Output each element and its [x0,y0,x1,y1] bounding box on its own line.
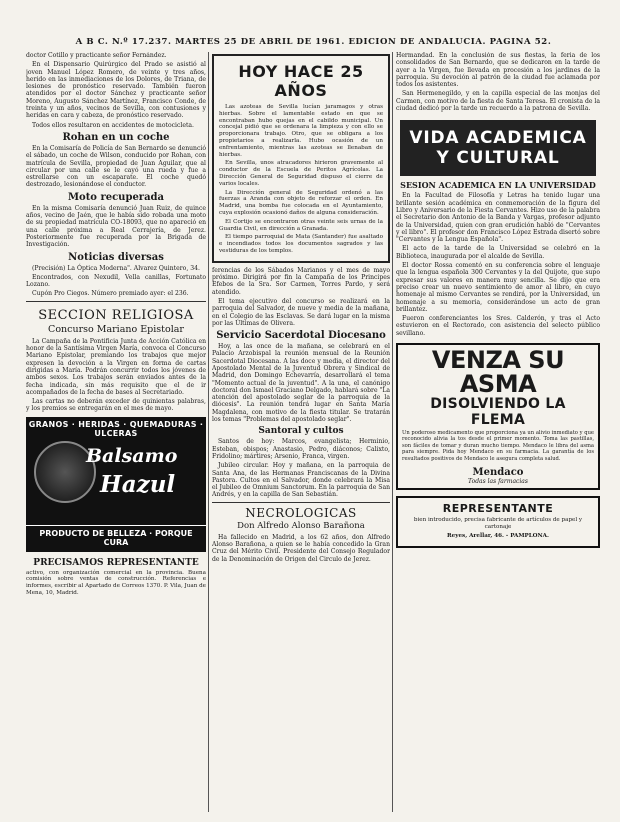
hoy-paragraph: El Cortijo se encontraron otras veinte seis urnas de la Guardia Civil, en dirección a Granada. [219,218,383,232]
hoy-hace-title: HOY HACE 25 AÑOS [238,62,364,100]
divider [212,502,390,503]
advert-top-line: GRANOS · HERIDAS · QUEMADURAS · ULCERAS [28,419,204,438]
advert-brand-1: Balsamo [86,444,178,467]
headline-sesion: SESION ACADEMICA EN LA UNIVERSIDAD [400,180,596,191]
column-rule-1 [208,52,209,812]
article-santoral-2: Jubileo circular. Hoy y mañana, en la parroquia de Santa Ana, de las Hermanas Franciscanas de la Divina Pastora. Cultos en el Salvador, donde celebrará la Misa el Jubileo de Omnium Sanctorum. En la parroquia de San Andrés, y en la capilla de San Sebastián. [212,462,390,499]
paragraph: Todos ellos resultaron en accidentes de motocicleta. [32,121,194,129]
noticia-item: Encontrados, con Nexudil, Vella canillas, Fortunato Lozano. [26,273,206,289]
banner-line-1: VIDA ACADEMICA [409,128,587,149]
representante-body: bien introducido, precisa fabricante de artículos de papel y cartonaje [413,517,583,531]
column-2 [212,52,390,565]
necrologica-name: Don Alfredo Alonso Barañona [237,520,365,531]
headline-rohan: Rohan en un coche [62,131,170,143]
advert-brand-2: Hazul [100,470,176,498]
paragraph: ferencias de los Sábados Marianos y el mes de mayo próximo. Dirigirá por fin la Campaña de los Principes Efebos de la Sra. Sor Carmen, Torres Pardo, y será atendido. [212,266,390,296]
article-necrologica: Ha fallecido en Madrid, a los 62 años, don Alfredo Alonso Barañona, a quien se le había concedido la Gran Cruz del Mérito Civil. Presidente del Consejo Regulador de la Denominación de Origen del Circulo de Jerez. [212,533,390,563]
hoy-paragraph: Las azoteas de Sevilla lucían jaramagos y otras hierbas. Sobre el lamentable estado en que se encontraban hubo quejas en el cabildo municipal. Un concejal pidió que se ordenara la limpieza y con ello se proporcionara trabajo. Otro, que se obligara a los propietarios a realizarla. Hubo ocasión de un enfrentamiento, mientras las azoteas se llenaban de hierbas. [219,104,383,158]
venza-headline: VENZA SU ASMA [431,346,565,399]
article-sesion: Fueron conferenciantes los Sres. Calderón, y tras el Acto estuvieron en el Rectorado, con asistencia del selecto público sevillano. [396,315,600,337]
advert-venza-asma [396,343,600,490]
headline-santoral: Santoral y cultos [258,426,344,437]
headline-moto: Moto recuperada [67,191,165,203]
column-3 [396,52,600,548]
classified-body: activo, con organización comercial en la provincia. Buena comisión sobre ventas de construcción. Referencias e informes, escribir al Apartado de Correos 1370. P. Vila, Juan de Mena, 10, Madrid. [26,569,206,597]
hoy-paragraph: El tiempo parroquial de Mata (Santander) fue asaltado e incendiados todos los documentos sagrados y las vestiduras de los templos. [219,234,383,254]
article-santoral: Santos de hoy: Marcos, evangelista; Herminio, Esteban, obispos; Anastasio, Pedro, diáconos; Calixto, Fridolino; mártires; Arsenio, Franca, virgen. [212,438,390,460]
section-title-religiosa: SECCION RELIGIOSA [38,307,194,323]
article-concurso-2: Las cartas no deberán exceder de quinientas palabras, y los premios se entregarán en el mes de mayo. [26,398,206,413]
column-rule-2 [392,52,393,812]
advert-representante [396,496,600,547]
headline-servicio: Servicio Sacerdotal Diocesano [216,330,386,342]
hoy-paragraph: La Dirección general de Seguridad ordenó a las fuerzas a Aranda con objeto de reforzar el orden. En Madrid, una bomba fue colocada en el Ayuntamiento, cuya explosión ocasionó daños de alguna consideración. [219,189,383,216]
section-title-necrologicas: NECROLOGICAS [245,505,357,520]
banner-line-2: Y CULTURAL [436,148,560,169]
advert-balsamo-hazul [26,417,206,552]
advert-bottom-line: PRODUCTO DE BELLEZA · PORQUE CURA [26,525,206,547]
article-concurso: La Campaña de la Pontificia Junta de Acción Católica en honor de la Santísima Virgen María, convoca el Concurso Mariano Epistolar, premiando los trabajos que mejor expresen la devoción a la Virgen en forma de cartas dirigidas a María. Podrán concurrir todos los jóvenes de ambos sexos. Los trabajos serán enviados antes de la fecha indicada, sin más requisito que el de ir acompañados de la fecha de bases al Secretariado. [26,337,206,396]
article-rohan: En la Comisaría de Policía de San Bernardo se denunció el sábado, un coche de Wilson, conducido por Rohan, con matrícula de Sevilla, propiedad de Juan Aguilar, que al circular por una calle se le cayó una rueda y fue a estrellarse con un escaparate. El coche quedó destrozado, lesionándose el conductor. [26,144,206,189]
venza-subheadline: DISOLVIENDO LA FLEMA [430,396,566,429]
hoy-hace-box [212,54,390,263]
article-servicio: Hoy, a las once de la mañana, se celebrará en el Palacio Arzobispal la reunión mensual de la Reunión Sacerdotal Diocesana. A las doce y media, el director del Apostolado Mental de la Juventud Obrera y Sindical de Madrid, don Domingo Echevarría, desarrollará el tema "Momento actual de la juventud". A la una, el canónigo doctoral don Ismael Graciano Delgado, hablará sobre "La atención del apostolado seglar de la parroquia de la diócesis". La reunión tendrá lugar en Santa María Magdalena, con motivo de la fiesta titular. Se tratarán los temas "Problemas del apostolado seglar". [212,343,390,424]
paragraph: Hermandad. En la conclusión de sus fiestas, la feria de los consolidados de San Bernardo, que se dedicaron en la tarde de ayer a la Virgen, fue llevada en procesión a los jardines de la parroquia. Su devoción al patrón de la ciudad fue aclamada por todos los asistentes. [396,52,600,89]
vida-academica-banner [400,120,596,176]
page-header: A B C. N.º 17.237. MARTES 25 DE ABRIL DE 1961. EDICION DE ANDALUCIA. PAGINA 52. [75,37,552,47]
headline-noticias: Noticias diversas [68,251,164,263]
article-sesion: El acto de la tarde de la Universidad se celebró en la Biblioteca, inaugurada por el alcalde de Sevilla. [396,245,600,260]
hoy-paragraph: En Sevilla, unos atracadores hirieron gravemente al conductor de la Escuela de Peritos Agrícolas. La Dirección General de Seguridad dispuso el cierre de varios locales. [219,160,383,187]
mendaco-brand: Mendaco [472,467,524,479]
noticia-item: (Precisión) La Óptica Moderna". Alvarez Quintero, 34. [32,264,200,272]
classified-title: PRECISAMOS REPRESENTANTE [33,557,199,568]
paragraph: doctor Cotillo y practicante señor Fernández. [26,52,167,59]
section-subtitle-concurso: Concurso Mariano Epistolar [48,323,184,335]
representante-title: REPRESENTANTE [442,502,554,516]
paragraph: En el Dispensario Quirúrgico del Prado se asistió al joven Manuel López Romero, de veinte y tres años, herido en las inmediaciones de los Dolores, de Triana, de lesiones de pronóstico reservado. También fueron atendidos por el doctor Sánchez y practicante señor Moreno, Augusto Sánchez Martínez, Francisco Conde, de treinta y un años, vecinos de Sevilla, con contusiones y heridas en cara y cabeza, de pronóstico reservado. [26,61,206,120]
divider [26,301,206,302]
noticia-item: Cupón Pro Ciegos. Número premiado ayer: el 236. [32,290,189,298]
column-1 [26,52,206,599]
article-sesion: El doctor Rossa comentó en su conferencia sobre el lenguaje que la lengua española 300 Cervantes y la del Quijote, que supo expresar sus valores en manera muy sencilla. Se dijo que era preciso crear un nuevo sentimiento de amor al libro, en cuyo homenaje al mismo Cervantes se rendirá, por la Universidad, un homenaje a su memoria, considerándose un acto de gran brillantez. [396,262,600,313]
article-sesion: En la Facultad de Filosofía y Letras ha tenido lugar una brillante sesión académica en conmemoración de la figura del Libro y Aniversario de la Fiesta Cervantes. Hizo uso de la palabra el Secretario don Antonio de la Banda y Vargas, profesor adjunto de la Universidad, quien con gran erudición habló de "Cervantes y el libro". El profesor don Francisco López Estrada disertó sobre "Cervantes y la Lengua Española". [396,192,600,244]
venza-body: Un poderoso medicamento que proporciona ya un alivio inmediato y que reconocido alivia la tos desde el primer momento. Toma las pastillas, son fáciles de tomar y duran mucho tiempo. Mendaco le libra del asma para siempre. Pida hoy Mendaco en su farmacia. La garantía de los resultados positivos de Mendaco le asegura completa salud. [402,430,594,462]
mendaco-subtitle: Todas las farmacias [468,478,528,486]
representante-address: Reyes, Arellar, 46. - PAMPLONA. [447,532,549,539]
article-moto: En la misma Comisaría denunció Juan Ruiz, de quince años, vecino de Jaén, que le había sido robada una moto de su propiedad matrícula CO-18093, que no apareció en una calle próxima a Real Cerrajería, de Jerez. Posteriormente fue recuperada por la Brigada de Investigación. [26,204,206,249]
paragraph: El tema ejecutivo del concurso se realizará en la parroquia del Salvador, de nueve y media de la mañana, en el Colegio de las Esclavas. Se dará lugar en la misma por las Últimas de Olivera. [212,297,390,327]
paragraph: San Hermenegildo, y en la capilla especial de las monjas del Carmen, con motivo de la fiesta de Santa Teresa. El cronista de la ciudad dedicó por la tarde un recuerdo a la patrona de Sevilla. [396,90,600,113]
